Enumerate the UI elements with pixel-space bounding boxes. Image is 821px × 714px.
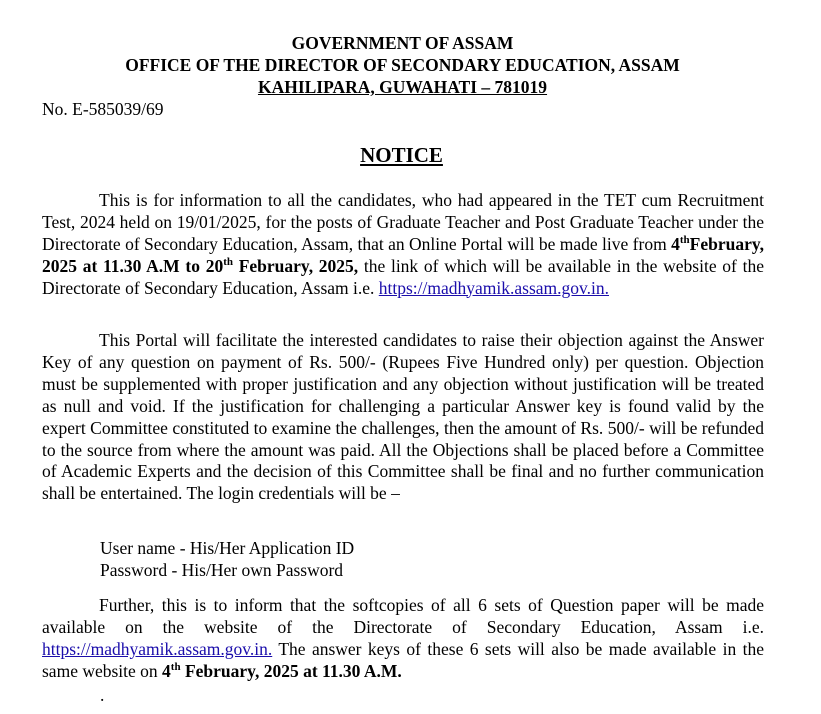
para2-text: This Portal will facilitate the interested candidates to raise their objection against the Answer Key of any question on payment of Rs. 500/- (Rupees Five Hundred only) per question. Objection must be supplemented with proper justification and any objection without justification will be treated as null and void. If the justification for challenging a particular Answer key is found valid by the expert Committee constituted to examine the challenges, then the amount of Rs. 500/- will be refunded to the source from where the amount was paid. All the Objections shall be placed before a Committee of Academic Experts and the decision of this Committee shall be final and no further communication shall be entertained. The login credentials will be –: [42, 330, 764, 504]
header-office: OFFICE OF THE DIRECTOR OF SECONDARY EDUCATION, ASSAM: [125, 55, 680, 75]
trailing-mark: .: [100, 685, 105, 705]
start-date-rest: February, 2025 at 11.30 A.M to: [42, 233, 764, 276]
answer-key-date-rest: February, 2025 at 11.30 A.M.: [180, 660, 402, 681]
start-day-suffix: th: [679, 233, 690, 246]
para3-text-b: The answer keys of these 6 sets will also be made available in the same website on: [42, 638, 764, 681]
para1-text-a: This is for information to all the candidates, who had appeared in the TET cum Recruitment Test, 2024 held on 19/01/2025, for the posts of Graduate Teacher and Post Graduate Teacher under the Directorate of Secondary Education, Assam, that an Online Portal will be made live from: [42, 190, 764, 254]
header-address-text: KAHILIPARA, GUWAHATI – 781019: [257, 77, 548, 97]
start-day: 4: [671, 233, 680, 254]
page-title-text: NOTICE: [360, 143, 443, 167]
credential-username: User name - His/Her Application ID: [100, 538, 355, 558]
end-day: 20: [205, 255, 224, 276]
para1-text-b: the link of which will be available in the website of the Directorate of Secondary Education, Assam i.e.: [42, 255, 764, 298]
header-address: [0, 76, 813, 98]
answer-key-day: 4: [162, 660, 171, 681]
header-government: GOVERNMENT OF ASSAM: [291, 33, 514, 53]
end-date-rest: February, 2025,: [232, 255, 359, 276]
website-link[interactable]: https://madhyamik.assam.gov.in.: [378, 277, 609, 298]
paragraph-portal-info: [42, 190, 764, 300]
reference-number: No. E-585039/69: [42, 99, 164, 119]
page-title: [0, 142, 812, 168]
answer-key-day-suffix: th: [170, 660, 181, 673]
end-day-suffix: th: [223, 255, 233, 268]
para3-text-a: Further, this is to inform that the softcopies of all 6 sets of Question paper will be made available on the website of the Directorate of Secondary Education, Assam i.e.: [42, 595, 764, 637]
website-link-2[interactable]: https://madhyamik.assam.gov.in.: [42, 638, 273, 659]
paragraph-question-papers: [42, 595, 764, 683]
answer-key-date: [162, 661, 402, 681]
paragraph-objection-info: [42, 330, 764, 505]
credential-password: Password - His/Her own Password: [100, 560, 344, 580]
